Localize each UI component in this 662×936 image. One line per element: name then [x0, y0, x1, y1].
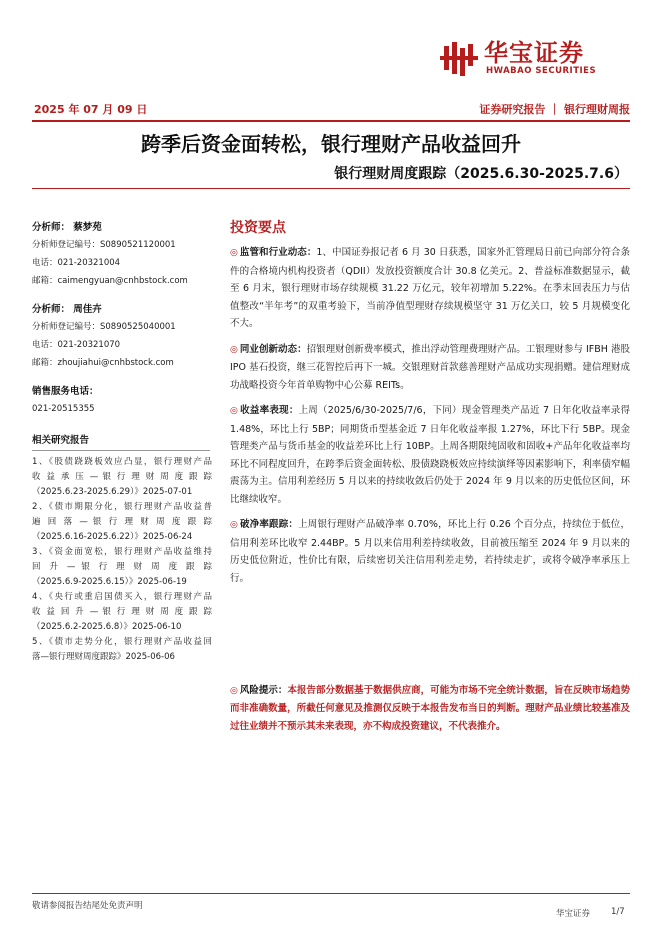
bullet-icon: ◎ — [230, 344, 238, 355]
key-point-text: 上周（2025/6/30-2025/7/6，下同）现金管理类产品近 7 日年化收益率录得 1.48%，环比上行 5BP；同期货币型基金近 7 日年化收益率报 1.27%，环比下行 5BP。现金管理类产品与货币基金的收益差环比上行 10BP。上周各期限纯固收和固收+产品年化收益率均环比不同程度回升，在跨季后资金面转松、股债跷跷板效应持续演绎等因素影响下，利率债窄幅震荡为主。信用利差经历 5 月以来的持续收敛后仍处于 2024 年 9 月以来的历史低位区间，环比继续收窄。 — [230, 405, 630, 505]
analyst-phone: 电话：021-20321004 — [32, 258, 121, 268]
key-point-lead: 监管和行业动态： — [239, 247, 317, 258]
key-point-text: 招银理财创新费率模式，推出浮动管理费理财产品。工银理财参与 IFBH 港股 IPO 基石投资，继三花智控后再下一城。交银理财首款慈善理财产品成功实现捐赠。建信理财成功战略投资今年首单购物中心公募 REITs。 — [230, 343, 630, 391]
key-points-heading: 投资要点 — [230, 220, 286, 236]
bullet-icon: ◎ — [230, 248, 238, 258]
related-report-line: 收 益 承 压 — 银 行 理 财 周 度 跟 踪 — [32, 472, 212, 482]
bullet-icon: ◎ — [230, 406, 239, 416]
related-report-line: （2025.6.2-2025.6.8）》2025-06-10 — [32, 622, 182, 632]
related-report-item[interactable] — [32, 455, 212, 500]
report-date: 2025 年 07 月 09 日 — [34, 103, 148, 116]
risk-text: 本报告部分数据基于数据供应商，可能为市场不完全统计数据，旨在反映市场趋势而非准确数量，所截任何意见及推测仅反映于本报告发布当日的判断。理财产品业绩比较基准及过往业绩并不预示其未来表现，亦不构成投资建议，不代表推介。 — [230, 685, 630, 732]
related-report-line: 3、《资金面宽松，银行理财产品收益维持 — [32, 547, 212, 557]
sales-phone: 021-20515355 — [32, 404, 95, 414]
key-point-paragraph — [230, 244, 630, 333]
related-report-line: 回 升 — 银 行 理 财 周 度 跟 踪 — [32, 562, 212, 572]
risk-warning — [230, 682, 630, 736]
analyst-cert: 分析师登记编号：S0890521120001 — [32, 240, 176, 250]
key-point-text: 1、中国证券报记者 6 月 30 日获悉，国家外汇管理局日前已向部分符合条件的合格境内机构投资者（QDII）发放投资额度合计 30.8 亿美元。2、普益标准数据显示，截至 6 月末，银行理财市场存续规模 31.22 万亿元，较年初增加 5.22%。在季末回表压力与估值整改“半年考”的双重考验下，当前净值型理财存续规模坚守 31 万亿关口，较 5 月规模变化不大。 — [230, 247, 630, 329]
related-report-line: （2025.6.9-2025.6.15）》2025-06-19 — [32, 577, 187, 587]
analyst-name: 分析师： 蔡梦苑 — [32, 222, 102, 233]
footer-company: 华宝证券 — [556, 909, 591, 919]
company-name-en: HWABAO SECURITIES — [486, 66, 597, 76]
related-report-line: 落—银行理财周度跟踪》2025-06-06 — [32, 652, 175, 662]
analyst-card — [32, 220, 212, 290]
bullet-icon: ◎ — [230, 520, 239, 530]
analyst-cert: 分析师登记编号：S0890525040001 — [32, 322, 176, 332]
related-report-line: 1、《股债跷跷板效应凸显，银行理财产品 — [32, 457, 212, 467]
key-point-paragraph — [230, 402, 630, 508]
key-point-lead: 收益率表现： — [240, 405, 299, 416]
left-sidebar — [32, 220, 212, 665]
analyst-email: 邮箱：zhoujiahui@cnhbstock.com — [32, 358, 174, 368]
page-subtitle: 银行理财周度跟踪（2025.6.30-2025.7.6） — [334, 166, 628, 182]
related-report-item[interactable] — [32, 545, 212, 590]
key-point-lead: 破净率跟踪： — [240, 519, 299, 530]
key-point-text: 上周银行理财产品破净率 0.70%，环比上行 0.26 个百分点，持续位于低位，信用利差环比收窄 2.44BP。5 月以来信用利差持续收敛，目前被压缩至 2024 年 9 月以来的历史低位附近，性价比有限，后续密切关注信用利差走势，若持续走扩，或将令破净率承压上行。 — [230, 519, 630, 584]
title-divider — [32, 188, 630, 189]
related-report-line: （2025.6.16-2025.6.22）》2025-06-24 — [32, 532, 193, 542]
related-reports-list — [32, 455, 212, 665]
analyst-email: 邮箱：caimengyuan@cnhbstock.com — [32, 276, 188, 286]
related-report-line: 5、《债市走势分化，银行理财产品收益回 — [32, 637, 212, 647]
report-type: 证券研究报告 ｜ 银行理财周报 — [479, 103, 630, 116]
analyst-name: 分析师： 周佳卉 — [32, 304, 102, 315]
related-report-item[interactable] — [32, 635, 212, 665]
sales-label: 销售服务电话： — [32, 386, 99, 397]
analyst-phone: 电话：021-20321070 — [32, 340, 121, 350]
main-content — [230, 218, 630, 595]
related-report-line: 遍 回 落 — 银 行 理 财 周 度 跟 踪 — [32, 517, 212, 527]
key-point-paragraph — [230, 516, 630, 587]
related-report-line: （2025.6.23-2025.6.29）》2025-07-01 — [32, 487, 193, 497]
related-report-item[interactable] — [32, 590, 212, 635]
page-title: 跨季后资金面转松，银行理财产品收益回升 — [141, 132, 521, 156]
bullet-icon: ◎ — [230, 686, 238, 696]
company-name-cn: 华宝证券 — [484, 39, 584, 67]
footer-divider — [32, 893, 630, 894]
related-report-line: 2、《债市期限分化，银行理财产品收益普 — [32, 502, 212, 512]
page-number: 1/7 — [611, 907, 625, 917]
key-point-lead: 同业创新动态： — [239, 343, 307, 355]
related-report-item[interactable] — [32, 500, 212, 545]
company-logo — [440, 40, 625, 78]
company-logo-icon — [440, 40, 480, 78]
analyst-card — [32, 302, 212, 372]
related-report-line: 收 益 回 升 — 银 行 理 财 周 度 跟 踪 — [32, 607, 212, 617]
related-report-line: 4、《央行或重启国债买入，银行理财产品 — [32, 592, 212, 602]
footer-disclaimer[interactable]: 敬请参阅报告结尾处免责声明 — [32, 901, 143, 911]
key-point-paragraph — [230, 341, 630, 395]
risk-lead: 风险提示： — [239, 685, 288, 696]
related-reports-title: 相关研究报告 — [32, 432, 210, 451]
report-header-bar — [32, 96, 630, 122]
